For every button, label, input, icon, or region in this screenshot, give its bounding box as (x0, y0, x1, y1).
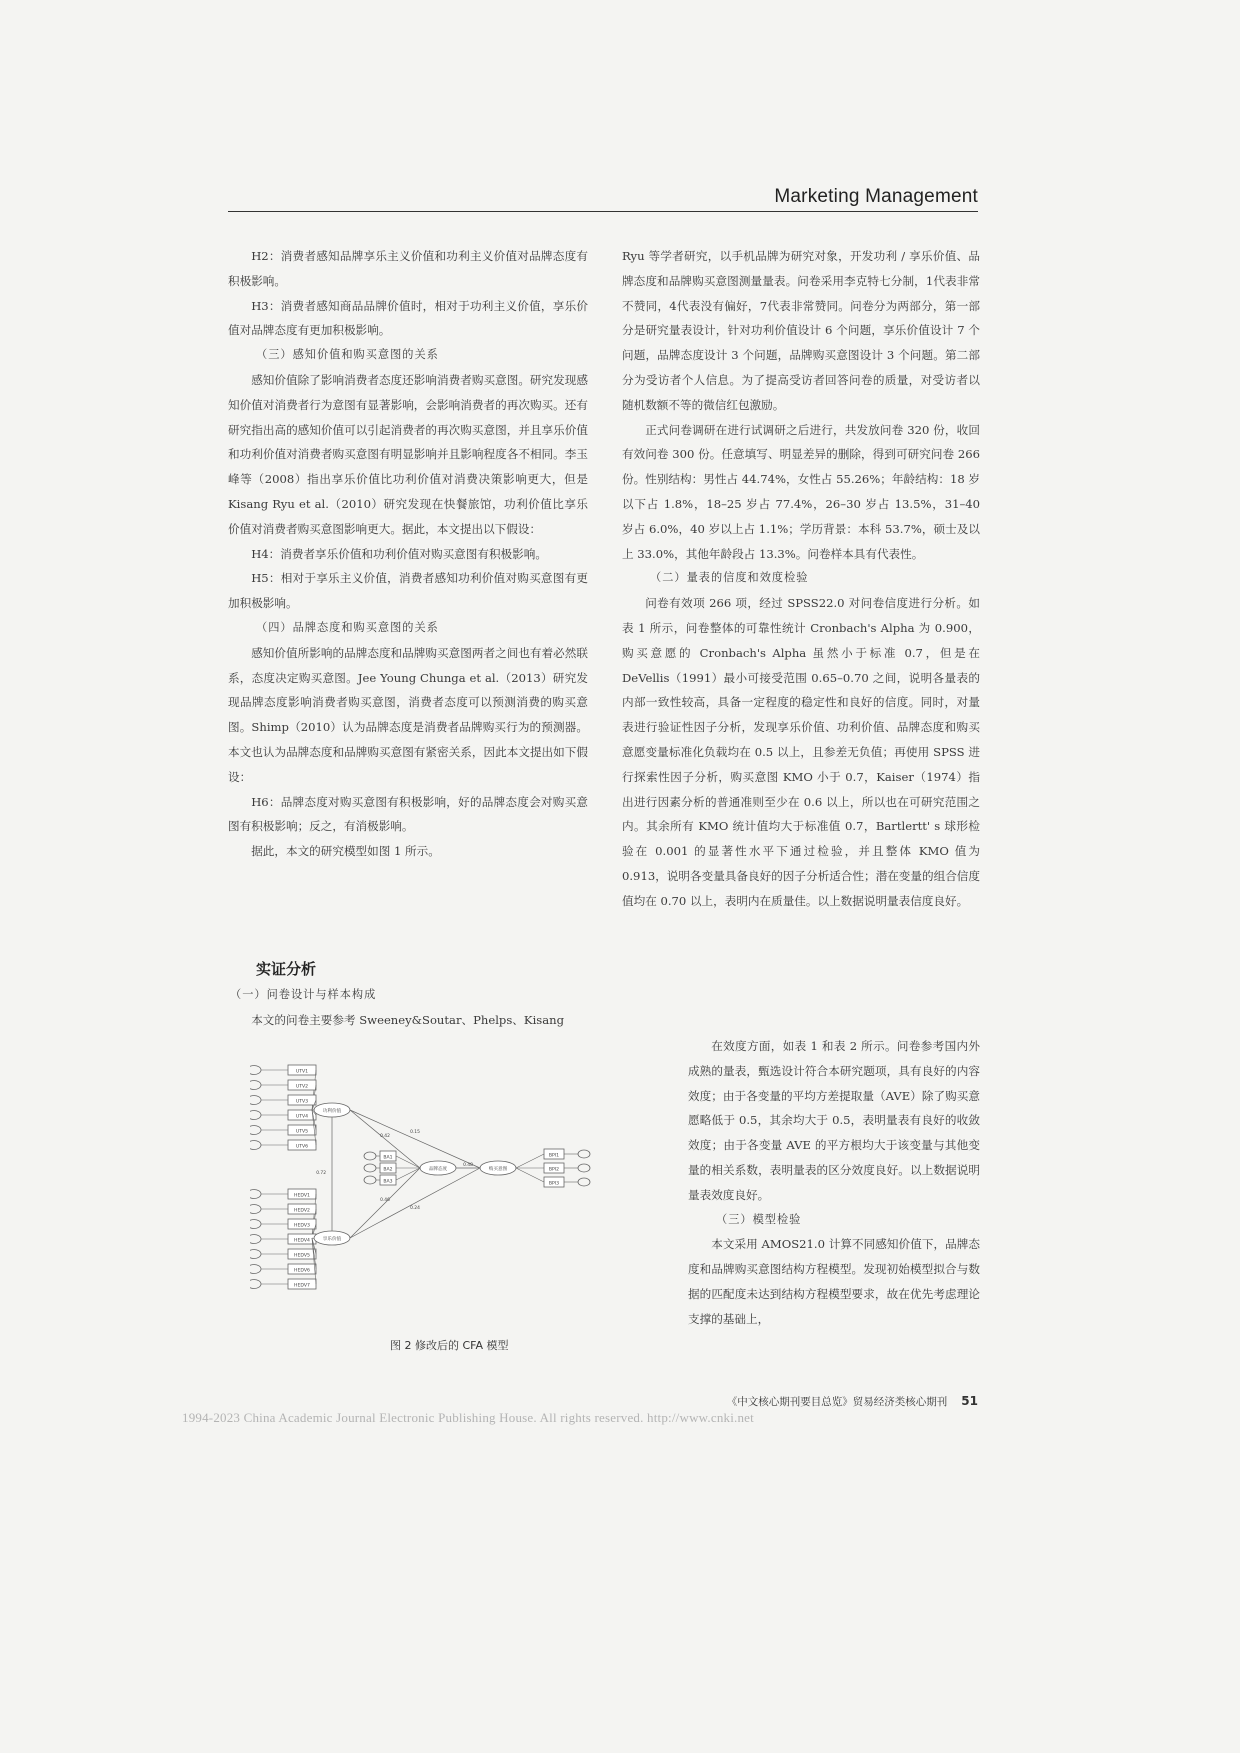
cfa-model-figure (250, 1058, 650, 1350)
hedv-error-term (250, 1280, 261, 1289)
subheading-4: （四）品牌态度和购买意图的关系 (256, 620, 439, 634)
utv-error-term (250, 1126, 261, 1135)
path-uv-pi-line (350, 1110, 480, 1168)
utv-error-term (250, 1066, 261, 1075)
path-uv-ba-coef: 0.42 (380, 1134, 390, 1139)
utv-error-term (250, 1111, 261, 1120)
copyright-notice: 1994-2023 China Academic Journal Electronic Publishing House. All rights reserved. http://www.cnki.net (182, 1410, 754, 1425)
latent-brand-attitude-label: 品牌态度 (428, 1167, 448, 1172)
ba-indicator-label: BA3 (383, 1179, 393, 1185)
pi-loading-line (516, 1168, 544, 1182)
hedv-indicator-label: HEDV1 (294, 1193, 310, 1199)
section-title: 实证分析 (256, 960, 317, 978)
hypothesis-h3: H3：消费者感知商品品牌价值时，相对于功利主义价值，享乐价值对品牌态度有更加积极影响。 (228, 298, 588, 338)
paragraph-value-intent: 感知价值除了影响消费者态度还影响消费者购买意图。研究发现感知价值对消费者行为意图有显著影响，会影响消费者的再次购买。还有研究指出高的感知价值可以引起消费者的再次购买意图，并且享乐价值和功利价值对消费者购买意图有明显影响并且影响程度各不相同。李玉峰等（2008）指出享乐价值比功利价值对消费决策影响更大，但是 Kisang Ryu et al.（2010）研究发现在快餐旅馆，功利价值比享乐价值对消费者购买意图影响更大。据此，本文提出以下假设： (228, 372, 588, 536)
pi-loading-line (516, 1154, 544, 1168)
hedv-error-term (250, 1205, 261, 1214)
utv-indicator-label: UTV1 (295, 1069, 309, 1075)
pi-error-term (578, 1178, 590, 1186)
utv-error-term (250, 1081, 261, 1090)
path-ba-pi-coef: 0.48 (463, 1163, 473, 1168)
paragraph-design: Ryu 等学者研究，以手机品牌为研究对象，开发功利 / 享乐价值、品牌态度和品牌购买意图测量量表。问卷采用李克特七分制，1代表非常不赞同，4代表没有偏好，7代表非常赞同。问卷分为两部分，第一部分是研究量表设计，针对功利价值设计 6 个问题，享乐价值设计 7 个问题，品牌态度设计 3 个问题，品牌购买意图设计 3 个问题。第二部分为受访者个人信息。为了提高受访者回答问卷的质量，对受访者以随机数额不等的微信红包激励。 (622, 249, 980, 412)
left-column (228, 244, 588, 864)
pi-indicator-label: BPI3 (548, 1181, 560, 1187)
page-number: 51 (961, 1394, 978, 1408)
covariance-coef: 0.72 (316, 1171, 326, 1176)
hedv-indicator-label: HEDV7 (294, 1283, 310, 1289)
hypothesis-h6: H6：品牌态度对购买意图有积极影响，好的品牌态度会对购买意图有积极影响；反之，有消极影响。 (228, 794, 588, 834)
path-uv-pi-coef: 0.15 (410, 1130, 420, 1135)
ba-loading-line (396, 1168, 420, 1180)
ba-error-term (364, 1164, 376, 1172)
hedv-indicator-label: HEDV2 (294, 1208, 310, 1214)
utv-indicator-label: UTV3 (295, 1099, 309, 1105)
header-rule (228, 211, 978, 212)
latent-utilitarian-label: 功利价值 (322, 1109, 342, 1114)
subheading-2: （二）量表的信度和效度检验 (650, 571, 809, 585)
section-intro (228, 983, 588, 1033)
hypothesis-h5: H5：相对于享乐主义价值，消费者感知功利价值对购买意图有更加积极影响。 (228, 571, 588, 611)
paragraph-model-ref: 据此，本文的研究模型如图 1 所示。 (251, 844, 440, 859)
pi-error-term (578, 1164, 590, 1172)
running-header-title: Marketing Management (774, 186, 978, 207)
ba-indicator-label: BA2 (383, 1167, 393, 1173)
paragraph-reliability: 问卷有效项 266 项，经过 SPSS22.0 对问卷信度进行分析。如表 1 所示，问卷整体的可靠性统计 Cronbach's Alpha 为 0.900，购买意愿的 Cronbach's Alpha 虽然小于标准 0.7，但是在 DeVellis（1991）最小可接受范围 0.65–0.70 之间，说明各量表的内部一致性较高，具备一定程度的稳定性和良好的信度。同时，对量表进行验证性因子分析，发现享乐价值、功利价值、品牌态度和购买意愿变量标准化负载均在 0.5 以上，且参差无负值；再使用 SPSS 进行探索性因子分析，购买意图 KMO 小于 0.7，Kaiser（1974）指出进行因素分析的普通准则至少在 0.6 以上，所以也在可研究范围之内。其余所有 KMO 统计值均大于标准值 0.7，Bartlertt' s 球形检验在 0.001 的显著性水平下通过检验，并且整体 KMO 值为 0.913，说明各变量具备良好的因子分析适合性；潜在变量的组合信度值均在 0.70 以上，表明内在质量佳。以上数据说明量表信度良好。 (622, 596, 980, 908)
latent-purchase-intent-label: 购买意图 (488, 1167, 508, 1172)
subheading-3: （三）感知价值和购买意图的关系 (256, 348, 439, 362)
hedv-error-term (250, 1220, 261, 1229)
paragraph-questionnaire: 本文的问卷主要参考 Sweeney&Soutar、Phelps、Kisang (251, 1012, 565, 1027)
path-hv-ba-coef: 0.46 (380, 1198, 390, 1203)
right-column (622, 244, 980, 914)
pi-indicator-label: BPI2 (548, 1167, 560, 1173)
hedv-error-term (250, 1190, 261, 1199)
right-column-narrow (688, 1034, 980, 1332)
paragraph-model-test: 本文采用 AMOS21.0 计算不同感知价值下，品牌态度和品牌购买意图结构方程模型。发现初始模型拟合与数据的匹配度未达到结构方程模型要求，故在优先考虑理论支撑的基础上， (688, 1237, 980, 1326)
paragraph-sample: 正式问卷调研在进行试调研之后进行，共发放问卷 320 份，收回有效问卷 300 份。任意填写、明显差异的删除，得到可研究问卷 266 份。性别结构：男性占 44.74%，女性占 55.26%；年龄结构：18 岁以下占 1.8%，18–25 岁占 77.4%，26–30 岁占 13.5%，31–40 岁占 6.0%，40 岁以上占 1.1%；学历背景：本科 53.7%，硕士及以上 33.0%，其他年龄段占 13.3%。问卷样本具有代表性。 (622, 422, 980, 561)
utv-indicator-label: UTV6 (295, 1144, 309, 1150)
path-hv-pi-coef: 0.24 (410, 1206, 420, 1211)
hypothesis-h4: H4：消费者享乐价值和功利价值对购买意图有积极影响。 (251, 546, 547, 561)
subheading-1: （一）问卷设计与样本构成 (230, 988, 377, 1001)
footer-journal-name: 《中文核心期刊要目总览》贸易经济类核心期刊 (726, 1396, 948, 1408)
cfa-diagram (250, 1065, 590, 1289)
hedv-indicator-label: HEDV4 (294, 1238, 310, 1244)
hedv-error-term (250, 1250, 261, 1259)
hedv-indicator-label: HEDV5 (294, 1253, 310, 1259)
figure-caption: 图 2 修改后的 CFA 模型 (390, 1339, 509, 1352)
utv-error-term (250, 1096, 261, 1105)
latent-hedonic-label: 享乐价值 (322, 1237, 342, 1242)
utv-indicator-label: UTV2 (295, 1084, 309, 1090)
ba-error-term (364, 1176, 376, 1184)
hedv-error-term (250, 1235, 261, 1244)
paragraph-attitude-intent: 感知价值所影响的品牌态度和品牌购买意图两者之间也有着必然联系，态度决定购买意图。Jee Young Chunga et al.（2013）研究发现品牌态度影响消费者购买意图，消费者态度可以预测消费的购买意图。Shimp（2010）认为品牌态度是消费者品牌购买行为的预测器。本文也认为品牌态度和品牌购买意图有紧密关系，因此本文提出如下假设： (228, 645, 588, 784)
hedv-indicator-label: HEDV6 (294, 1268, 310, 1274)
pi-error-term (578, 1150, 590, 1158)
subheading-model-test: （三）模型检验 (716, 1212, 802, 1226)
utv-indicator-label: UTV5 (295, 1129, 309, 1135)
pi-indicator-label: BPI1 (548, 1153, 560, 1159)
paragraph-validity: 在效度方面，如表 1 和表 2 所示。问卷参考国内外成熟的量表，甄选设计符合本研究题项，具有良好的内容效度；由于各变量的平均方差提取量（AVE）除了购买意愿略低于 0.5，其余均大于 0.5，表明量表有良好的收敛效度；由于各变量 AVE 的平方根均大于该变量与其他变量的相关系数，表明量表的区分效度良好。以上数据说明量表效度良好。 (688, 1039, 980, 1202)
utv-indicator-label: UTV4 (295, 1114, 309, 1120)
utv-error-term (250, 1141, 261, 1150)
hedv-error-term (250, 1265, 261, 1274)
path-hv-pi-line (350, 1168, 480, 1238)
hedv-indicator-label: HEDV3 (294, 1223, 310, 1229)
hypothesis-h2: H2：消费者感知品牌享乐主义价值和功利主义价值对品牌态度有积极影响。 (228, 249, 588, 288)
ba-indicator-label: BA1 (383, 1155, 393, 1161)
footer-journal (727, 1394, 978, 1409)
ba-error-term (364, 1152, 376, 1160)
